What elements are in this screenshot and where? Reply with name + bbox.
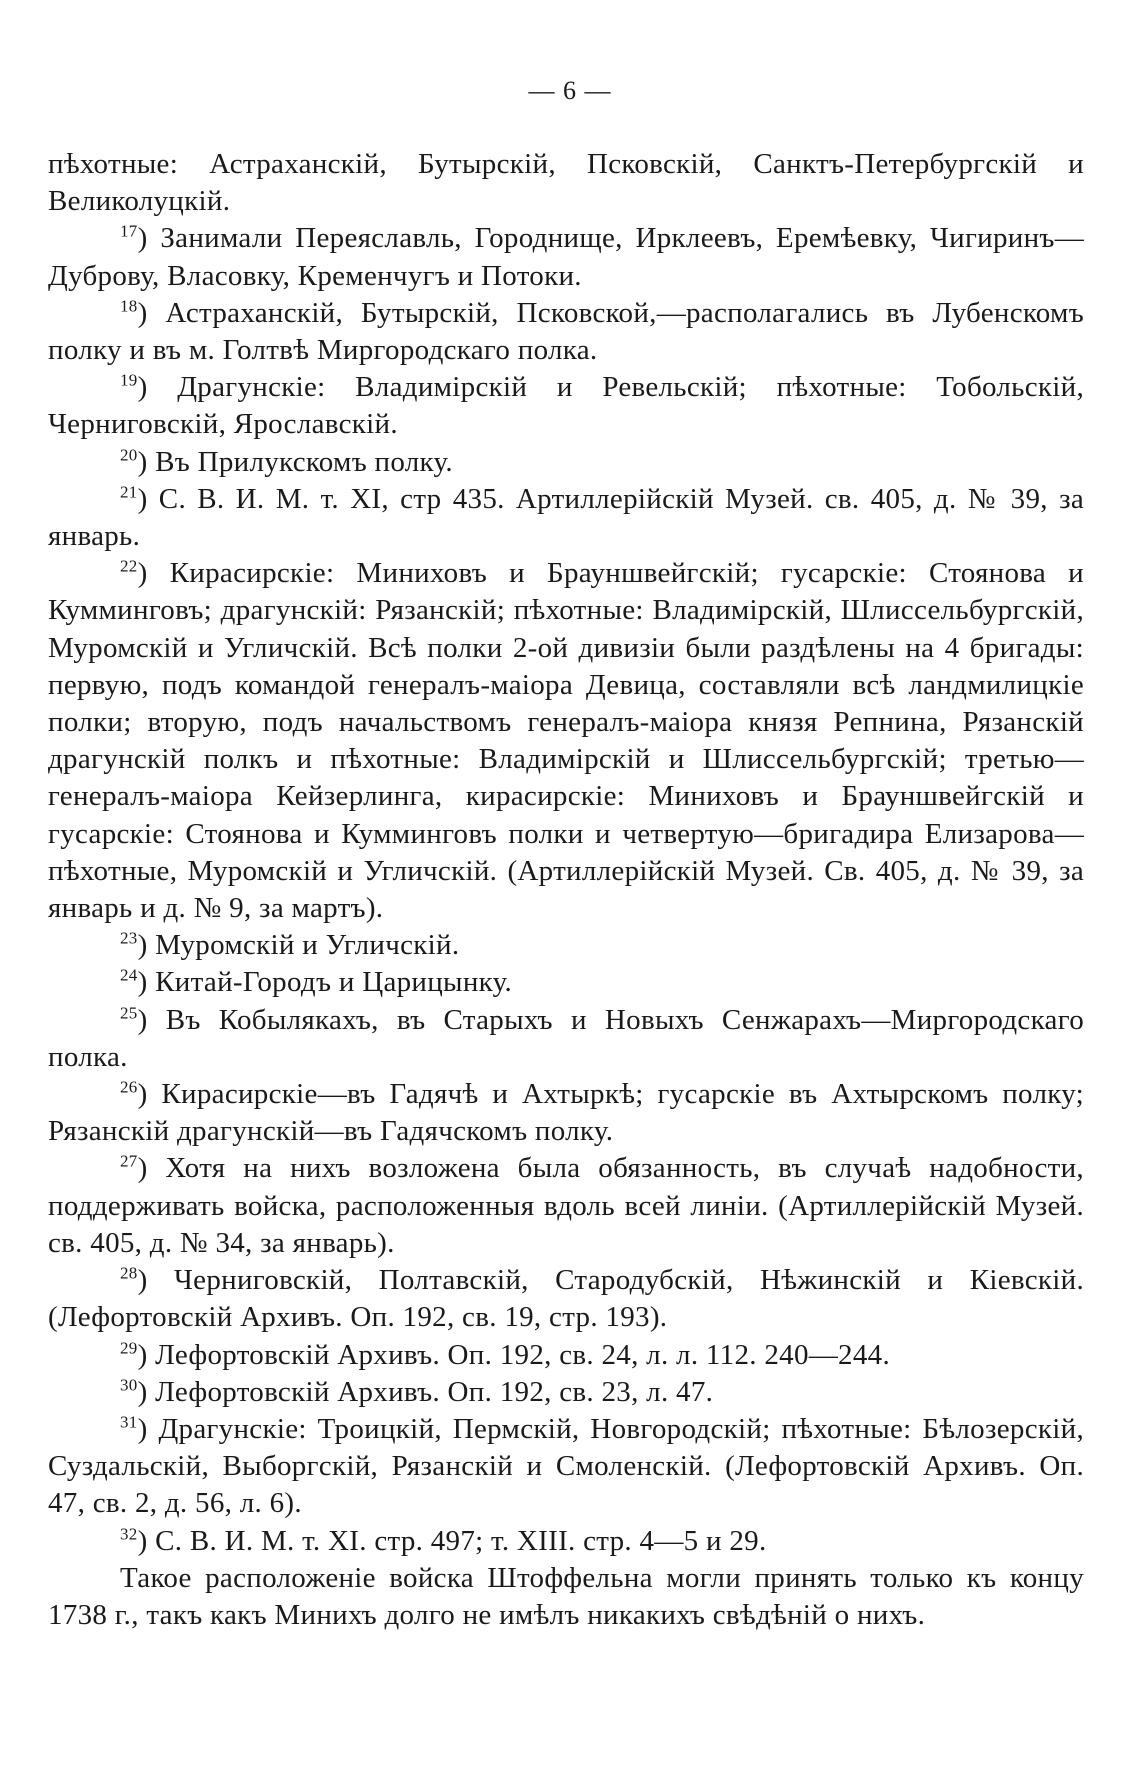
footnote-18 xyxy=(48,295,1084,369)
footnote-text: ) Кирасирскіе: Миниховъ и Брауншвейгскій; гусарскіе: Стоянова и Кумминговъ; драгунскій: Рязанскій; пѣхотные: Владимірскій, Шлиссельбургскій, Муромскій и Угличскій. Всѣ полки 2-ой дивизіи были раздѣлены на 4 бригады: первую, подъ командой генералъ-маіора Девица, составляли всѣ ландмилицкіе полки; вторую, подъ начальствомъ генералъ-маіора князя Репнина, Рязанскій драгунскій полкъ и пѣхотные: Владимірскій и Шлиссельбургскій; третью—генералъ-маіора Кейзерлинга, кирасирскіе: Миниховъ и Брауншвейгскій и гусарскіе: Стоянова и Кумминговъ полки и четвертую—бригадира Елизарова—пѣхотные, Муромскій и Угличскій. (Артиллерійскій Музей. Св. 405, д. № 39, за январь и д. № 9, за мартъ). xyxy=(48,557,1084,925)
footnote-text: ) Хотя на нихъ возложена была обязанность, въ случаѣ надобности, поддерживать войска, расположенныя вдоль всей линіи. (Артиллерійскій Музей. св. 405, д. № 34, за январь). xyxy=(48,1152,1084,1259)
footnote-number: 20 xyxy=(120,444,138,464)
footnote-17 xyxy=(48,220,1084,294)
footnote-text: ) Астраханскій, Бутырскій, Псковской,—располагались въ Лубенскомъ полку и въ м. Голтвѣ Миргородскаго полка. xyxy=(48,296,1084,367)
footnote-32 xyxy=(48,1523,1084,1560)
lead-paragraph: пѣхотные: Астраханскій, Бутырскій, Псковскій, Санктъ-Петербургскій и Великолуцкій. xyxy=(48,148,1084,218)
footnote-31 xyxy=(48,1411,1084,1523)
footnote-number: 25 xyxy=(120,1003,138,1023)
footnote-number: 31 xyxy=(120,1412,138,1432)
footnote-text: ) Въ Прилукскомъ полку. xyxy=(137,445,453,478)
footnote-text: ) Въ Кобылякахъ, въ Старыхъ и Новыхъ Сенжарахъ—Миргородскаго полка. xyxy=(48,1003,1084,1073)
page-number: — 6 — xyxy=(528,76,612,105)
footnote-text: ) С. В. И. М. т. XI. стр. 497; т. XIII. стр. 4—5 и 29. xyxy=(137,1524,767,1557)
footnote-text: ) Китай-Городъ и Царицынку. xyxy=(137,966,513,999)
footnote-29 xyxy=(48,1337,1084,1374)
footnote-28 xyxy=(48,1262,1084,1336)
footnote-number: 30 xyxy=(120,1375,138,1395)
footnote-number: 27 xyxy=(120,1151,138,1171)
footnote-number: 32 xyxy=(120,1523,138,1543)
footnote-text: ) С. В. И. М. т. XI, стр 435. Артиллерійскій Музей. св. 405, д. № 39, за январь. xyxy=(48,482,1084,553)
footnote-text: ) Драгунскіе: Владимірскій и Ревельскій; пѣхотные: Тобольскій, Черниговскій, Ярославскій. xyxy=(48,371,1084,441)
footnote-19 xyxy=(48,369,1084,443)
footnotes-body xyxy=(48,146,1084,1634)
footnote-text: ) Занимали Переяславль, Городнище, Ирклеевъ, Еремѣевку, Чигиринъ—Дуброву, Власовку, Кременчугъ и Потоки. xyxy=(48,222,1084,292)
footnote-text: ) Драгунскіе: Троицкій, Пермскій, Новгородскій; пѣхотные: Бѣлозерскій, Суздальскій, Выборгскій, Рязанскій и Смоленскій. (Лефортовскій Архивъ. Оп. 47, св. 2, д. 56, л. 6). xyxy=(48,1412,1084,1520)
footnote-number: 17 xyxy=(120,221,138,241)
footnote-number: 22 xyxy=(120,556,138,576)
footnote-number: 29 xyxy=(120,1337,138,1357)
footnote-23 xyxy=(48,927,1084,964)
footnote-20 xyxy=(48,444,1084,481)
footnote-number: 19 xyxy=(120,370,138,390)
footnote-number: 26 xyxy=(120,1077,138,1097)
closing-paragraph: Такое расположеніе войска Штоффельна могли принять только къ концу 1738 г., такъ какъ Минихъ долго не имѣлъ никакихъ свѣдѣній о нихъ. xyxy=(48,1561,1084,1631)
footnote-24 xyxy=(48,964,1084,1001)
footnote-text: ) Кирасирскіе—въ Гадячѣ и Ахтыркѣ; гусарскіе въ Ахтырскомъ полку; Рязанскій драгунскій—въ Гадячскомъ полку. xyxy=(48,1078,1084,1148)
footnote-text: ) Лефортовскій Архивъ. Оп. 192, св. 23, л. 47. xyxy=(137,1375,714,1408)
footnote-21 xyxy=(48,481,1084,555)
footnote-text: ) Лефортовскій Архивъ. Оп. 192, св. 24, л. л. 112. 240—244. xyxy=(137,1338,890,1371)
footnote-text: ) Черниговскій, Полтавскій, Стародубскій, Нѣжинскій и Кіевскій. (Лефортовскій Архивъ. Оп. 192, св. 19, стр. 193). xyxy=(48,1264,1084,1334)
footnote-26 xyxy=(48,1076,1084,1150)
footnote-number: 18 xyxy=(120,296,138,316)
footnote-text: ) Муромскій и Угличскій. xyxy=(137,929,460,962)
footnote-number: 24 xyxy=(120,965,138,985)
footnote-number: 28 xyxy=(120,1263,138,1283)
footnote-number: 23 xyxy=(120,928,138,948)
footnote-30 xyxy=(48,1374,1084,1411)
footnote-25 xyxy=(48,1002,1084,1076)
footnote-27 xyxy=(48,1150,1084,1262)
footnote-number: 21 xyxy=(120,482,138,502)
footnote-22 xyxy=(48,555,1084,927)
